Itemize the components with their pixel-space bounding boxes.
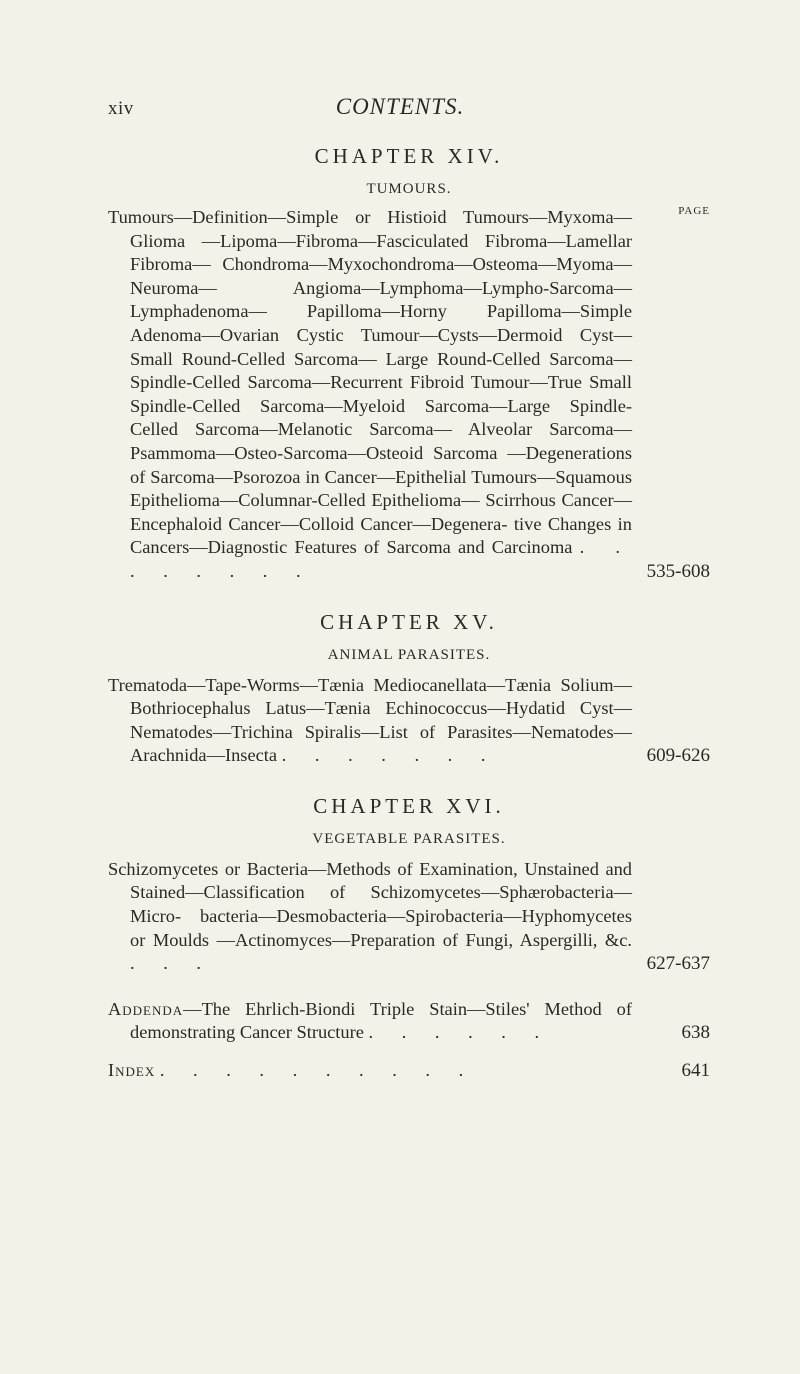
toc-entry-text: Tumours—Definition—Simple or Histioid Tumours—Myxoma—Glioma —Lipoma—Fibroma—Fasciculated Fibroma—Lamellar Fibroma— Chondroma—Myxochondroma—Osteoma—Myoma—Neuroma— Angioma—Lymphoma—Lympho-Sarcoma—Lymphadenoma— Papilloma—Horny Papilloma—Simple Adenoma—Ovarian Cystic Tumour—Cysts—Dermoid Cyst—Small Round-Celled Sarcoma— Large Round-Celled Sarcoma—Spindle-Celled Sarcoma—Recurrent Fibroid Tumour—True Small Spindle-Celled Sarcoma—Myeloid Sarcoma—Large Spindle-Celled Sarcoma—Melanotic Sarcoma— Alveolar Sarcoma—Psammoma—Osteo-Sarcoma—Osteoid Sarcoma —Degenerations of Sarcoma—Psorozoa in Cancer—Epithelial Tumours—Squamous Epithelioma—Columnar-Celled Epithelioma— Scirrhous Cancer—Encephaloid Cancer—Colloid Cancer—Degenera- tive Changes in Cancers—Diagnostic Features of Sarcoma and Carcinoma [108,207,632,558]
chapter-subtitle: TUMOURS. [366,181,452,197]
chapter-heading: CHAPTER XVI. [313,793,505,818]
toc-entry [108,674,710,768]
toc-entry-pages: 535-608 [646,560,710,582]
chapter-xvi [108,778,710,1045]
dot-leaders: . . . . . . [368,1022,552,1043]
chapter-subtitle: ANIMAL PARASITES. [327,646,491,663]
chapter-heading: CHAPTER XV. [320,609,498,634]
chapter-xv [108,594,710,768]
toc-entry-text: Schizomycetes or Bacteria—Methods of Examination, Unstained and Stained—Classification of Schizomycetes—Sphærobacteria—Micro- bacteria—Desmobacteria—Spirobacteria—Hyphomycetes or Moulds —Actinomyces—Preparation of Fungi, Aspergilli, &c. [108,858,632,950]
chapter-heading: CHAPTER XIV. [314,144,504,168]
toc-entry [108,206,710,584]
toc-entry-pages: 638 [681,1022,710,1044]
running-head [0,94,800,124]
toc-entry-pages: 627-637 [646,953,710,975]
chapter-subtitle: VEGETABLE PARASITES. [312,830,506,847]
toc-entry-pages: 609-626 [646,745,710,767]
toc-entry-index [108,1059,710,1083]
page-column-label: PAGE [678,205,710,217]
index-label: Index [108,1060,156,1081]
addenda-label: Addenda [108,998,184,1019]
toc-entry-text: Trematoda—Tape-Worms—Tænia Mediocanellata—Tænia Solium— Bothriocephalus Latus—Tænia Echinococcus—Hydatid Cyst— Nematodes—Trichina Spiralis—List of Parasites—Nematodes— Arachnida—Insecta [108,674,632,766]
dot-leaders: . . . . . . . . . . [159,1060,476,1081]
running-title: CONTENTS. [335,94,465,119]
dot-leaders: . . . [130,953,213,974]
chapter-xiv [108,128,710,584]
toc-entry-addenda [108,998,710,1045]
page-number: xiv [108,98,134,119]
dot-leaders: . . . . . . . . [130,537,632,581]
dot-leaders: . . . . . . . [281,745,498,766]
toc-entry-pages: 641 [681,1060,710,1082]
toc-entry-text: —The Ehrlich-Biondi Triple Stain—Stiles' Method of demonstrating Cancer Structure [130,998,632,1043]
table-of-contents [108,128,710,1083]
toc-entry [108,858,710,976]
